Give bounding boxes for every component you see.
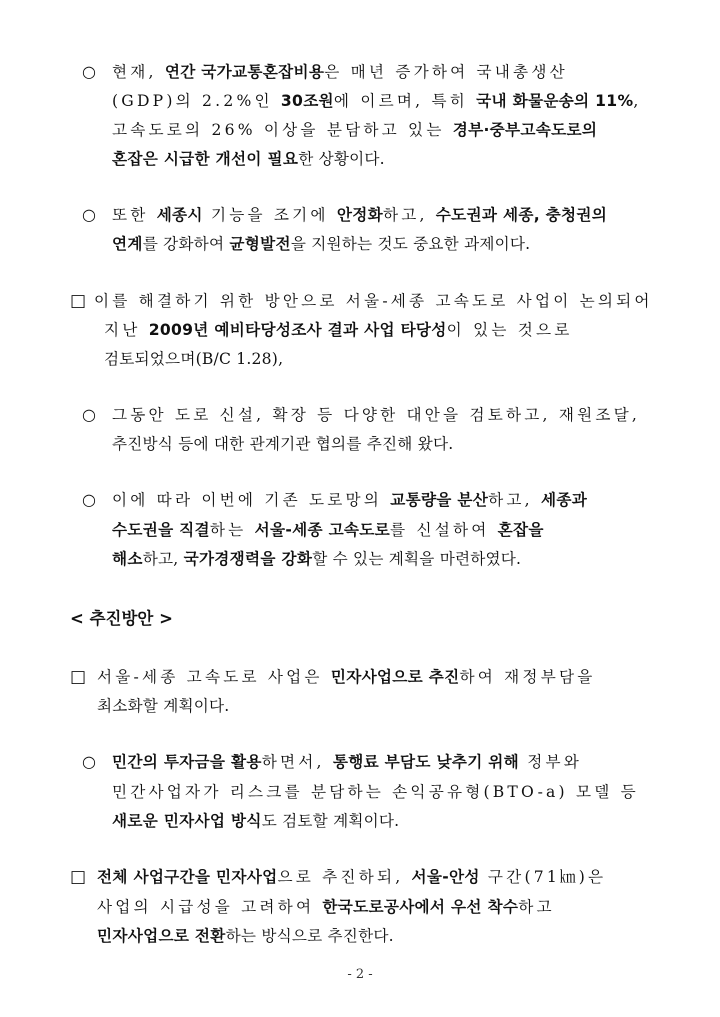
text-line — [112, 434, 453, 454]
body-text: (GDP)의 2.2%인 — [112, 92, 281, 110]
circle-bullet-icon: ○ — [82, 62, 96, 81]
emphasis-text: 전체 사업구간을 민자사업 — [97, 868, 278, 886]
emphasis-text: 서울-안성 — [411, 868, 480, 886]
body-text: 할 수 있는 계획을 마련하였다. — [312, 550, 522, 568]
emphasis-text: 수도권과 세종, 충청권의 — [435, 206, 608, 224]
body-text: 하고, — [382, 206, 436, 224]
emphasis-text: 세종과 — [540, 491, 588, 509]
body-text: , — [633, 92, 642, 110]
body-text: 하고 — [518, 898, 555, 916]
square-bullet-icon: □ — [70, 867, 87, 887]
body-text: 기능을 조기에 — [202, 206, 337, 224]
body-text: 하여 재정부담을 — [459, 668, 596, 686]
emphasis-text: 혼잡은 시급한 개선이 필요 — [112, 150, 299, 168]
emphasis-text: 국가경쟁력을 강화 — [183, 550, 313, 568]
text-line — [112, 490, 587, 510]
body-text: 추진방식 등에 대한 관계기관 협의를 추진해 왔다. — [112, 435, 454, 453]
body-text: 를 신설하여 — [390, 521, 498, 539]
body-text: 검토되었으며(B/C 1.28), — [104, 350, 284, 368]
body-text: 지난 — [104, 321, 149, 339]
body-text: 현재, — [112, 63, 165, 81]
text-line — [104, 349, 283, 369]
text-line — [112, 91, 642, 111]
text-line — [97, 867, 606, 887]
square-bullet-icon: □ — [70, 291, 87, 311]
text-line — [112, 205, 607, 225]
text-line — [112, 234, 530, 254]
body-text: 으로 추진하되, — [277, 868, 412, 886]
body-text: 정부와 — [519, 753, 582, 771]
text-line — [97, 696, 229, 716]
body-text: 구간(71㎞)은 — [479, 868, 607, 886]
emphasis-text: 민간의 투자금을 활용 — [112, 753, 262, 771]
text-line — [97, 667, 596, 687]
body-text: 이 있는 것으로 — [446, 321, 573, 339]
body-text: 을 지원하는 것도 중요한 과제이다. — [290, 235, 531, 253]
body-text: 민간사업자가 리스크를 분담하는 손익공유형(BTO-a) 모델 등 — [112, 783, 639, 801]
body-text: 이를 해결하기 위한 방안으로 서울-세종 고속도로 사업이 논의되어 — [94, 292, 653, 310]
emphasis-text: 수도권을 직결 — [112, 521, 210, 539]
text-line — [97, 897, 555, 917]
body-text: 이에 따라 이번에 기존 도로망의 — [112, 491, 391, 509]
text-line — [112, 811, 399, 831]
body-text: 하는 — [209, 521, 255, 539]
circle-bullet-icon: ○ — [82, 490, 96, 509]
emphasis-text: 연간 국가교통혼잡비용 — [164, 63, 325, 81]
emphasis-text: 새로운 민자사업 방식 — [112, 812, 262, 830]
page-number: - 2 - — [347, 967, 373, 982]
body-text: 최소화할 계획이다. — [97, 697, 230, 715]
emphasis-text: 한국도로공사에서 우선 착수 — [322, 898, 519, 916]
body-text: 하고, — [142, 550, 184, 568]
emphasis-text: 균형발전 — [229, 235, 291, 253]
body-text: 또한 — [112, 206, 157, 224]
body-text: 서울-세종 고속도로 사업은 — [97, 668, 331, 686]
emphasis-text: 안정화 — [336, 206, 383, 224]
emphasis-text: 세종시 — [156, 206, 203, 224]
body-text: 사업의 시급성을 고려하여 — [97, 898, 323, 916]
body-text: 고속도로의 26% 이상을 분담하고 있는 — [112, 121, 453, 139]
text-line — [112, 120, 597, 140]
body-text: 도 검토할 계획이다. — [261, 812, 400, 830]
text-line — [112, 62, 568, 82]
text-line — [97, 926, 394, 946]
emphasis-text: 서울-세종 고속도로 — [254, 521, 391, 539]
text-line — [104, 320, 573, 340]
emphasis-text: 통행료 부담도 낮추기 위해 — [332, 753, 520, 771]
body-text: 은 매년 증가하여 국내총생산 — [324, 63, 568, 81]
emphasis-text: 30조원 — [280, 92, 334, 110]
emphasis-text: 연계 — [112, 235, 143, 253]
body-text: 하면서, — [261, 753, 333, 771]
emphasis-text: 혼잡을 — [497, 521, 544, 539]
emphasis-text: 국내 화물운송의 11% — [476, 92, 634, 110]
emphasis-text: 민자사업으로 추진 — [330, 668, 460, 686]
text-line — [112, 752, 582, 772]
emphasis-text: 경부·중부고속도로의 — [452, 121, 598, 139]
emphasis-text: 민자사업으로 전환 — [97, 927, 226, 945]
emphasis-text: 교통량을 분산 — [390, 491, 489, 509]
body-text: 하는 방식으로 추진한다. — [225, 927, 394, 945]
text-line — [94, 291, 653, 311]
text-line — [112, 782, 639, 802]
body-text: 한 상황이다. — [298, 150, 385, 168]
text-line — [112, 405, 640, 425]
circle-bullet-icon: ○ — [82, 405, 96, 424]
emphasis-text: 2009년 예비타당성조사 결과 사업 타당성 — [148, 321, 447, 339]
text-line — [112, 520, 544, 540]
circle-bullet-icon: ○ — [82, 752, 96, 771]
text-line — [112, 549, 521, 569]
body-text: 에 이르며, 특히 — [333, 92, 477, 110]
body-text: 를 강화하여 — [142, 235, 230, 253]
text-line — [112, 149, 385, 169]
body-text: 그동안 도로 신설, 확장 등 다양한 대안을 검토하고, 재원조달, — [112, 406, 641, 424]
circle-bullet-icon: ○ — [82, 205, 96, 224]
body-text: 하고, — [488, 491, 541, 509]
section-heading: < 추진방안 > — [70, 609, 173, 628]
emphasis-text: 해소 — [112, 550, 143, 568]
square-bullet-icon: □ — [70, 667, 87, 687]
